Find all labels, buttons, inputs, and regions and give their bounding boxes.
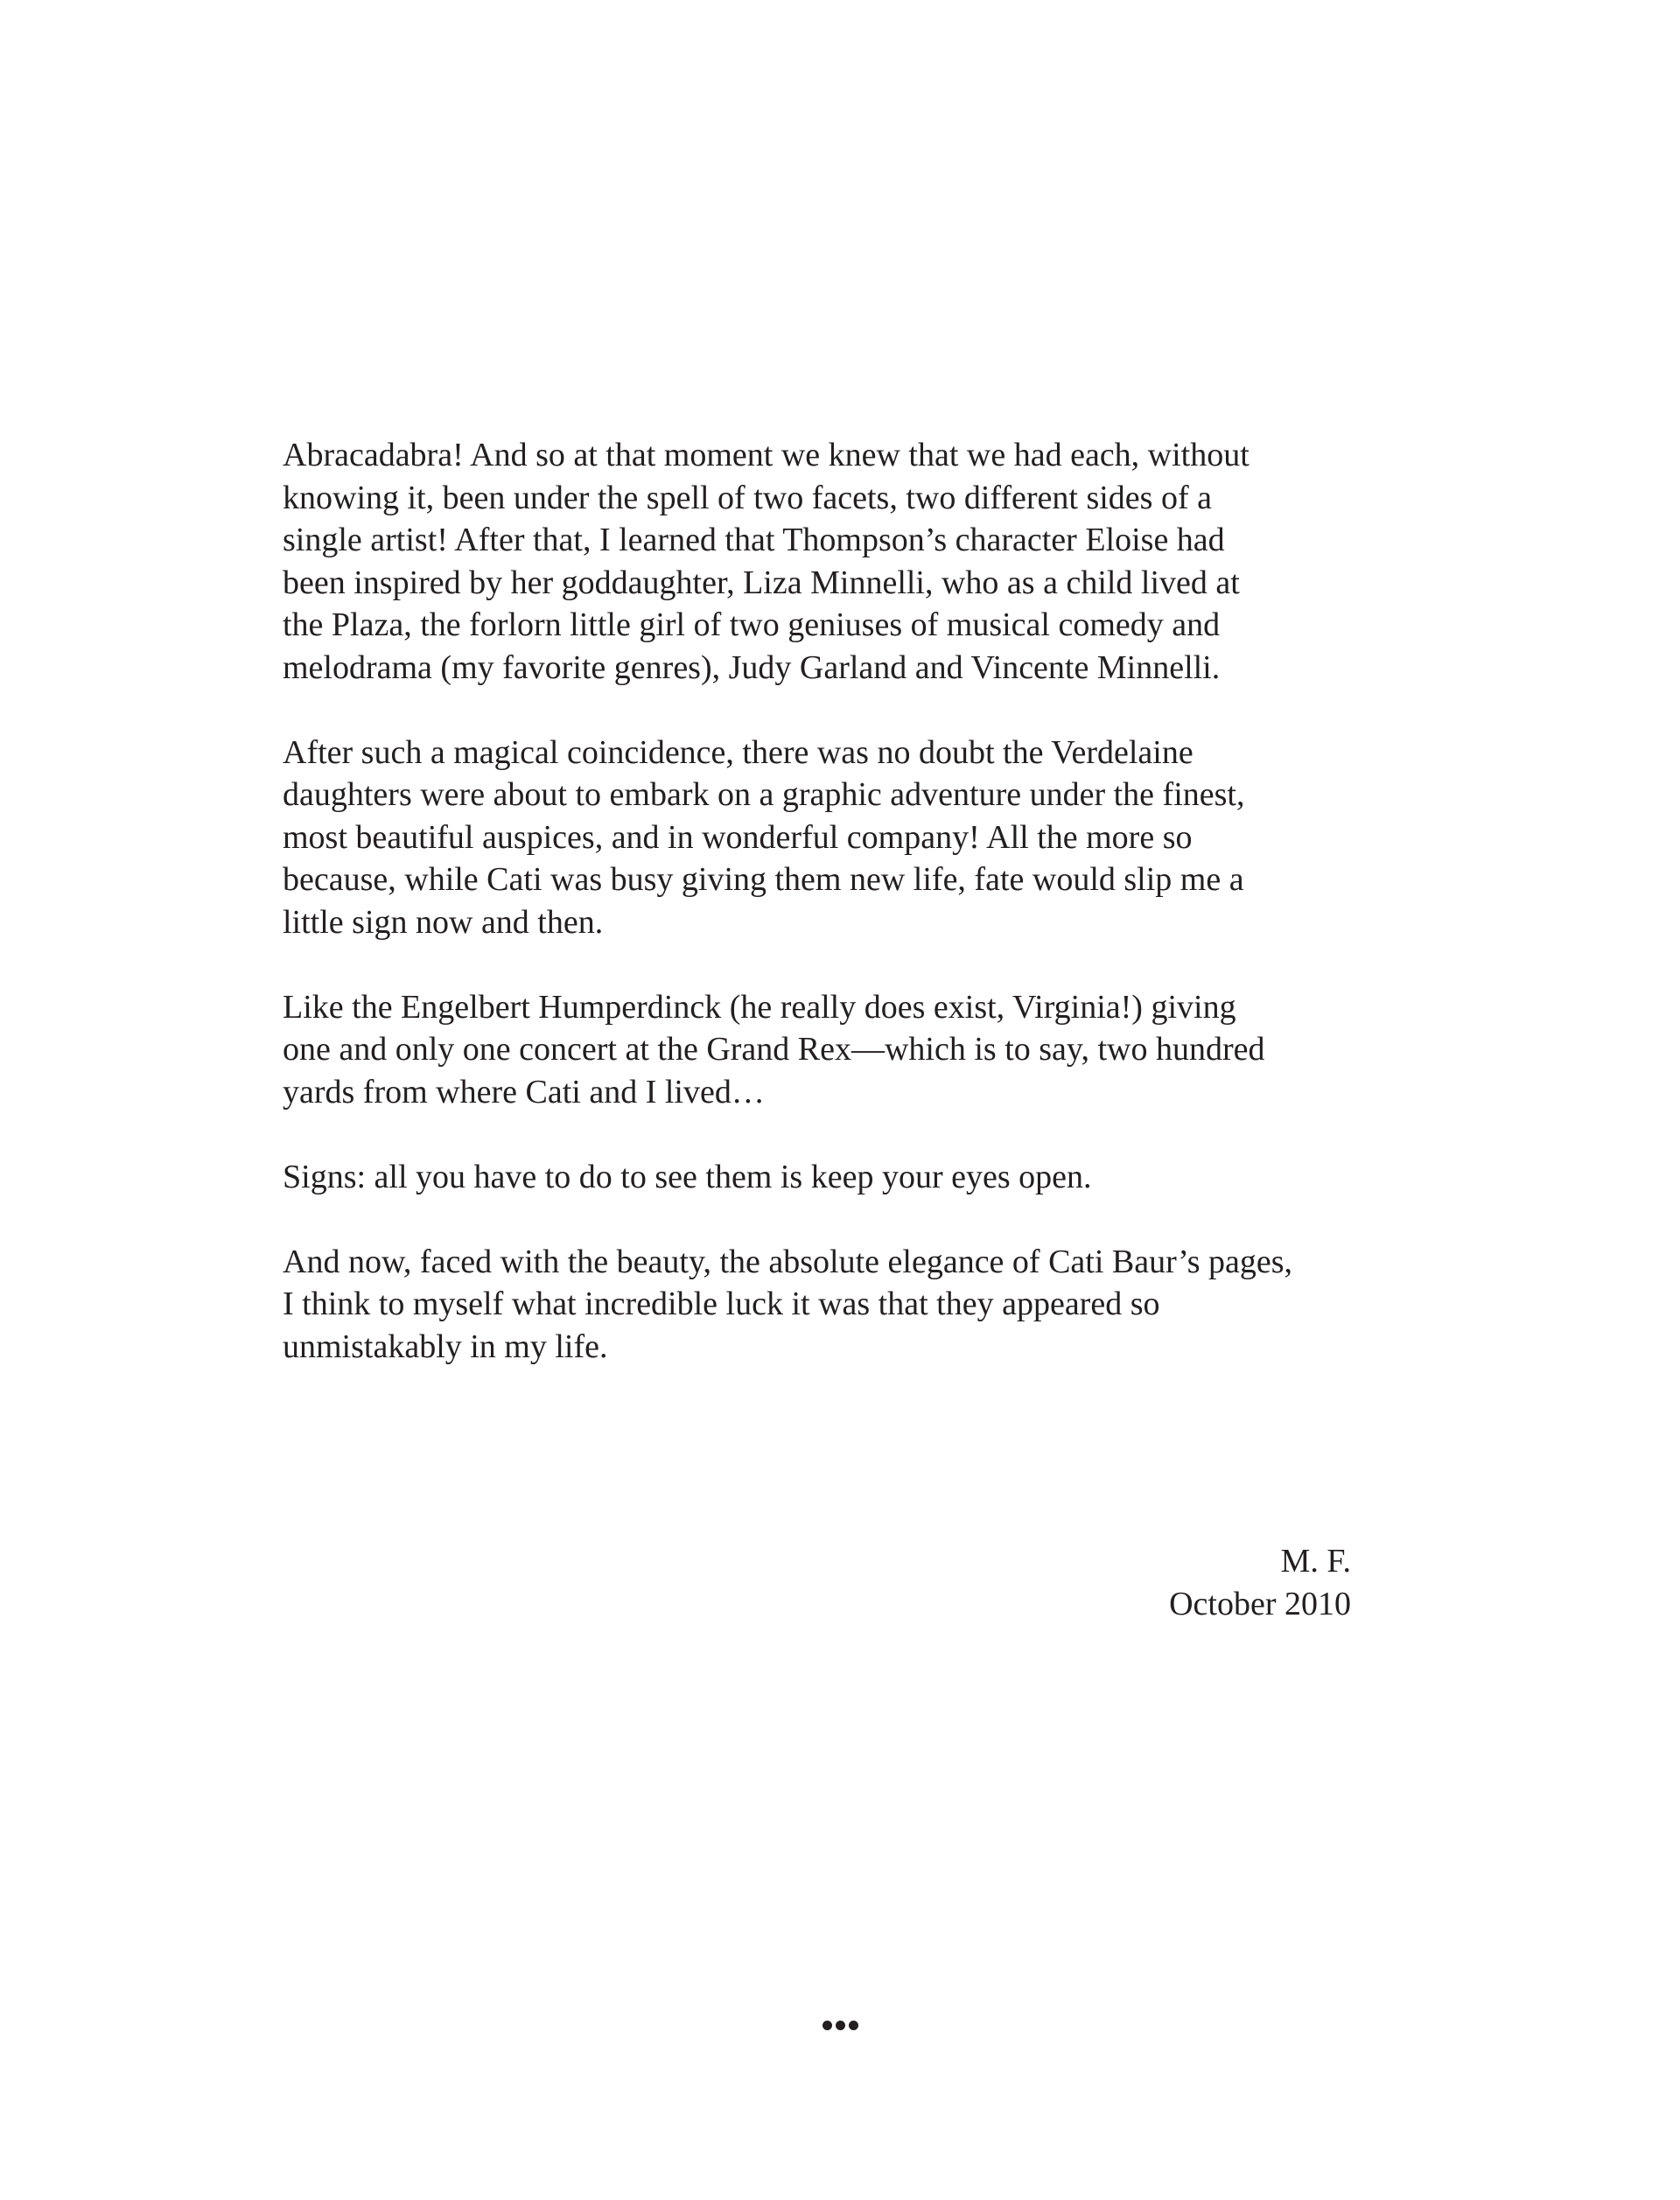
body-text <box>283 434 1368 1411</box>
text-line: melodrama (my favorite genres), Judy Garland and Vincente Minnelli. <box>283 648 1221 686</box>
text-line: most beautiful auspices, and in wonderful company! All the more so <box>283 818 1193 856</box>
text-line: little sign now and then. <box>283 903 604 941</box>
text-line: the Plaza, the forlorn little girl of two geniuses of musical comedy and <box>283 606 1221 643</box>
text-line: Abracadabra! And so at that moment we knew that we had each, without <box>283 437 1250 473</box>
paragraph-1 <box>283 434 1368 689</box>
text-line: because, while Cati was busy giving them new life, fate would slip me a <box>283 861 1244 898</box>
text-line: one and only one concert at the Grand Rex—which is to say, two hundred <box>283 1031 1265 1068</box>
text-line: single artist! After that, I learned that Thompson’s character Eloise had <box>283 522 1225 558</box>
text-line: And now, faced with the beauty, the absolute elegance of Cati Baur’s pages, <box>283 1243 1293 1280</box>
ornament-dot <box>849 2021 858 2030</box>
ornament-dot <box>822 2021 832 2030</box>
text-line: daughters were about to embark on a graphic adventure under the finest, <box>283 776 1245 813</box>
text-line: been inspired by her goddaughter, Liza Minnelli, who as a child lived at <box>283 564 1240 601</box>
paragraph-4 <box>283 1156 1368 1199</box>
text-line: knowing it, been under the spell of two facets, two different sides of a <box>283 479 1212 516</box>
paragraph-3 <box>283 986 1368 1114</box>
signature-date: October 2010 <box>1169 1585 1351 1622</box>
paragraph-5 <box>283 1241 1368 1369</box>
three-dots-ornament-icon <box>805 2016 875 2034</box>
signature-block <box>962 1540 1351 1625</box>
text-line: unmistakably in my life. <box>283 1328 608 1365</box>
paragraph-2 <box>283 732 1368 944</box>
signature-initials: M. F. <box>1280 1543 1351 1580</box>
text-line: After such a magical coincidence, there was no doubt the Verdelaine <box>283 733 1194 771</box>
text-line: I think to myself what incredible luck it was that they appeared so <box>283 1286 1160 1322</box>
text-line: Like the Engelbert Humperdinck (he really does exist, Virginia!) giving <box>283 988 1236 1026</box>
ornament-dot <box>836 2021 845 2030</box>
text-line: yards from where Cati and I lived… <box>283 1073 765 1111</box>
text-line: Signs: all you have to do to see them is keep your eyes open. <box>283 1158 1092 1195</box>
